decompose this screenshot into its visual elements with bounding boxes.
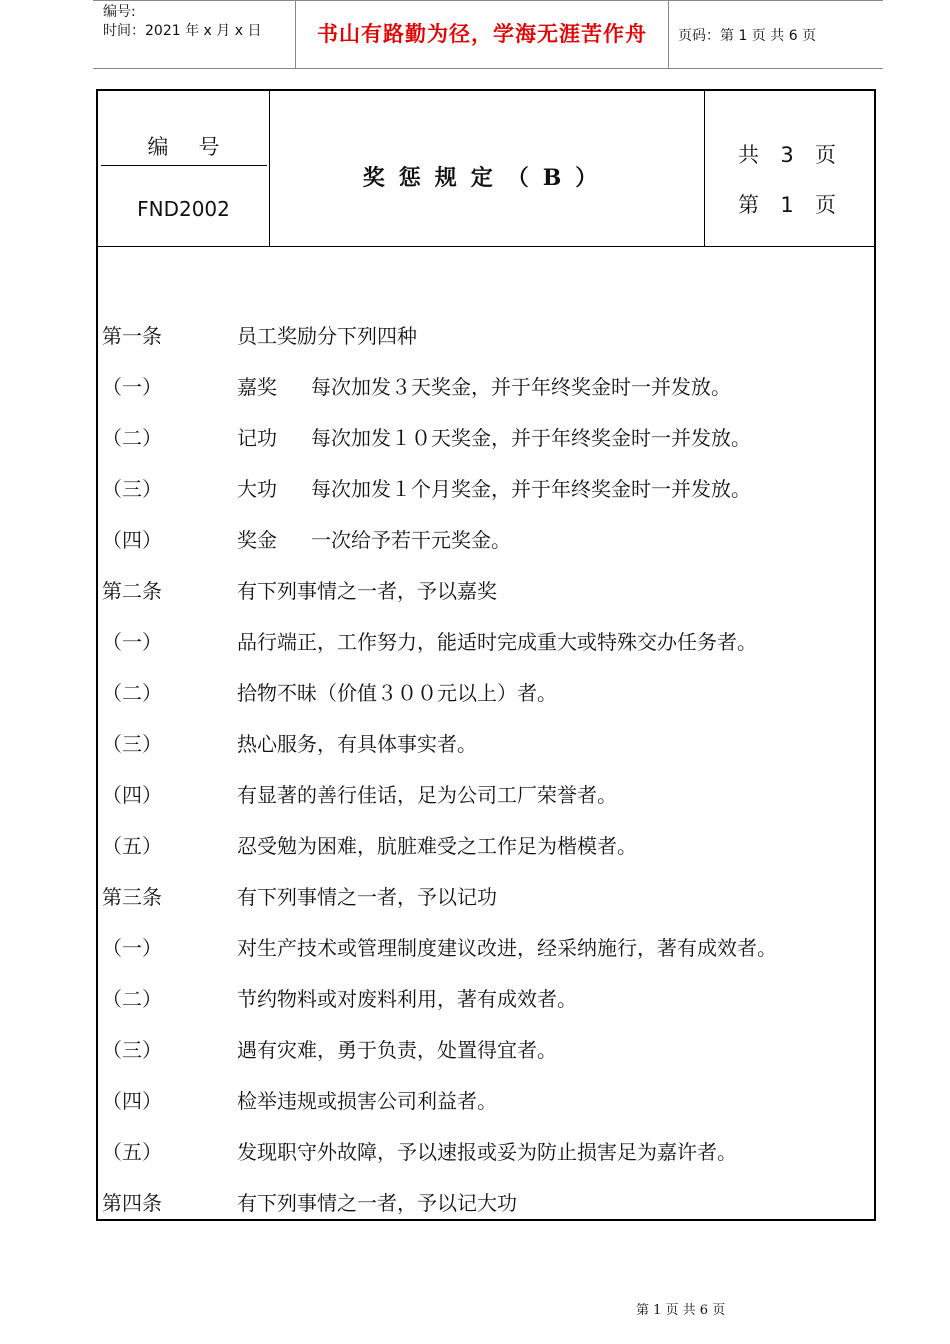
line-text: 遇有灾难，勇于负责，处置得宜者。 (237, 1038, 557, 1062)
line-label: （一） (102, 936, 162, 960)
article-line (98, 422, 874, 452)
line-text: 节约物料或对废料利用，著有成效者。 (237, 987, 577, 1011)
article-line (98, 728, 874, 758)
article-line (98, 473, 874, 503)
document-number-value: FND2002 (137, 197, 230, 221)
header-top-rule (93, 0, 883, 1)
page-footer: 第 1 页 共 6 页 (636, 1303, 726, 1318)
article-line (98, 371, 874, 401)
line-label: （三） (102, 732, 162, 756)
line-label: （四） (102, 1089, 162, 1113)
line-subject: 嘉奖 (237, 375, 277, 399)
line-label: （五） (102, 834, 162, 858)
header-cell-divider-2 (704, 91, 705, 246)
number-cell-rule (101, 165, 267, 166)
line-text: 有下列事情之一者，予以记功 (237, 885, 497, 909)
line-subject: 奖金 (237, 528, 277, 552)
line-text: 每次加发１个月奖金，并于年终奖金时一并发放。 (311, 477, 751, 501)
current-page (738, 189, 836, 219)
line-label: （四） (102, 528, 162, 552)
total-pages-value: 3 (780, 143, 794, 167)
article-line (98, 881, 874, 911)
line-label: 第四条 (102, 1191, 162, 1215)
article-line (98, 932, 874, 962)
document-header-row (98, 91, 874, 247)
line-label: 第三条 (102, 885, 162, 909)
total-pages-prefix: 共 (738, 143, 759, 167)
header-bottom-rule (93, 68, 883, 69)
line-label: （四） (102, 783, 162, 807)
line-label: （五） (102, 1140, 162, 1164)
header-meta (103, 3, 261, 41)
line-label: （三） (102, 1038, 162, 1062)
line-label: （一） (102, 375, 162, 399)
line-text: 有下列事情之一者，予以嘉奖 (237, 579, 497, 603)
line-subject: 记功 (237, 426, 277, 450)
current-page-value: 1 (780, 193, 794, 217)
total-pages (738, 139, 836, 169)
line-text: 员工奖励分下列四种 (237, 324, 417, 348)
document-number-label: 编号 (147, 135, 250, 159)
line-text: 对生产技术或管理制度建议改进，经采纳施行，著有成效者。 (237, 936, 777, 960)
header-divider-right (668, 0, 669, 68)
header-motto: 书山有路勤为径，学海无涯苦作舟 (317, 21, 647, 46)
article-line (98, 320, 874, 350)
header-page-info: 页码：第 1 页 共 6 页 (678, 28, 817, 44)
total-pages-suffix: 页 (815, 143, 836, 167)
article-line (98, 1187, 874, 1217)
article-line (98, 575, 874, 605)
article-line (98, 677, 874, 707)
article-line (98, 779, 874, 809)
line-text: 有显著的善行佳话，足为公司工厂荣誉者。 (237, 783, 617, 807)
article-line (98, 1085, 874, 1115)
document-box (96, 89, 876, 1221)
article-line (98, 626, 874, 656)
current-page-prefix: 第 (738, 193, 759, 217)
line-text: 每次加发１０天奖金，并于年终奖金时一并发放。 (311, 426, 751, 450)
line-text: 检举违规或损害公司利益者。 (237, 1089, 497, 1113)
article-line (98, 1034, 874, 1064)
header-number-label: 编号: (103, 4, 136, 20)
line-text: 有下列事情之一者，予以记大功 (237, 1191, 517, 1215)
line-label: （二） (102, 681, 162, 705)
line-label: 第一条 (102, 324, 162, 348)
article-line (98, 524, 874, 554)
line-text: 一次给予若干元奖金。 (311, 528, 511, 552)
line-text: 每次加发３天奖金，并于年终奖金时一并发放。 (311, 375, 731, 399)
line-subject: 大功 (237, 477, 277, 501)
line-label: （二） (102, 426, 162, 450)
line-label: 第二条 (102, 579, 162, 603)
line-label: （三） (102, 477, 162, 501)
header-time: 时间：2021 年 x 月 x 日 (103, 23, 262, 39)
line-label: （一） (102, 630, 162, 654)
line-text: 品行端正，工作努力，能适时完成重大或特殊交办任务者。 (237, 630, 757, 654)
current-page-suffix: 页 (815, 193, 836, 217)
line-label: （二） (102, 987, 162, 1011)
article-line (98, 1136, 874, 1166)
article-line (98, 983, 874, 1013)
line-text: 发现职守外故障，予以速报或妥为防止损害足为嘉许者。 (237, 1140, 737, 1164)
article-line (98, 830, 874, 860)
document-title: 奖惩规定（B） (362, 165, 612, 191)
line-text: 忍受勉为困难，肮脏难受之工作足为楷模者。 (237, 834, 637, 858)
line-text: 拾物不昧（价值３００元以上）者。 (237, 681, 557, 705)
line-text: 热心服务，有具体事实者。 (237, 732, 477, 756)
